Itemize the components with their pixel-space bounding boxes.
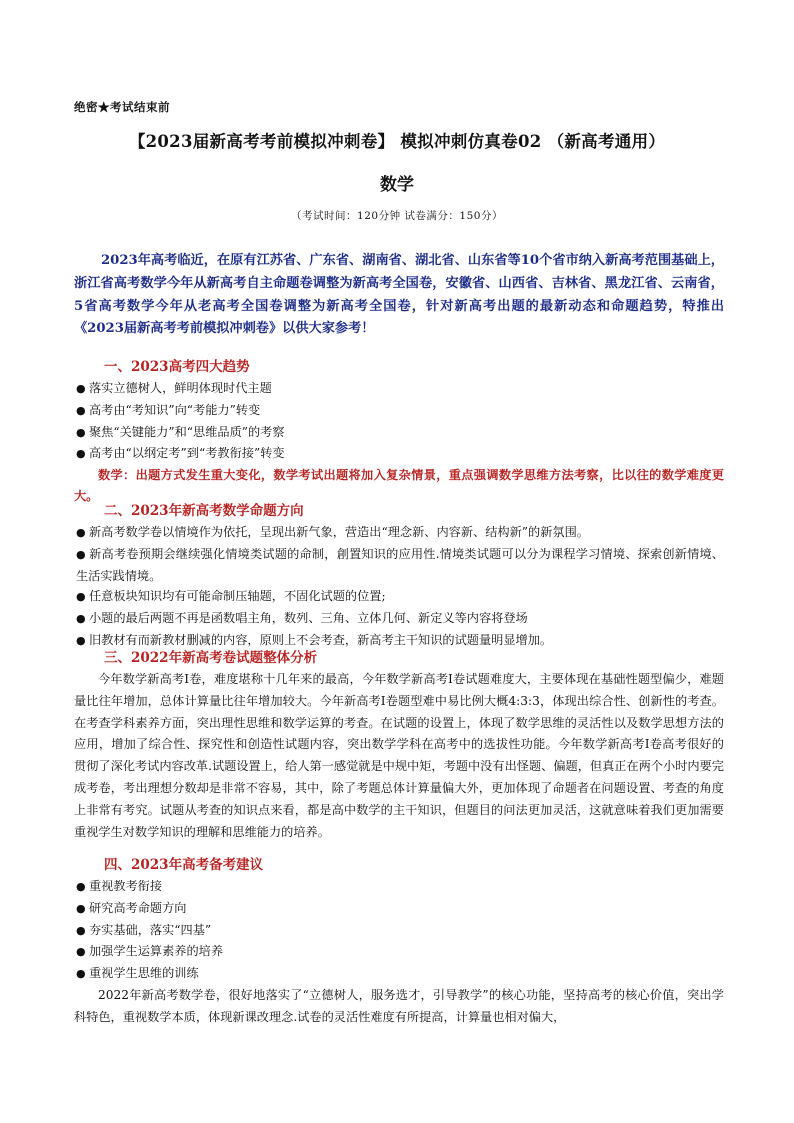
list-item-text: 重视学生思维的训练 (89, 966, 199, 981)
section-analysis (74, 647, 724, 843)
bullet-icon: ● (76, 945, 86, 959)
bullet-icon: ● (76, 590, 86, 604)
bullet-icon: ● (76, 447, 86, 461)
list-item-text: 新高考数学卷以情境作为依托，呈现出新气象，营造出“理念新、内容新、结构新”的新氛围。 (89, 525, 589, 539)
closing-paragraph: 2022年新高考数学卷，很好地落实了“立德树人，服务选才，引导教学”的核心功能，坚持高考的核心价值，突出学科特色，重视数学本质，体现新课改理念.试卷的灵活性难度有所提高，计算量也相对偏大， (74, 987, 724, 1024)
list-item (74, 522, 724, 544)
confidential-label: 绝密★考试结束前 (74, 100, 170, 114)
bullet-icon: ● (76, 633, 86, 647)
list-item-text: 新高考卷预期会继续强化情境类试题的命制，創置知识的应用性.情境类试题可以分为课程学习情境、探索创新情境、生活实践情境。 (76, 546, 724, 583)
list-item (74, 608, 724, 630)
bullet-icon: ● (76, 901, 86, 915)
math-note: 数学：出题方式发生重大变化，数学考试出题将加入复杂情景，重点强调数学思维方法考察，比以往的数学难度更大。 (74, 468, 724, 504)
list-item (74, 941, 724, 963)
list-item-text: 高考由“以纲定考”到“考教衔接”转变 (89, 446, 285, 461)
list-item-text: 落实立德树人，鲜明体现时代主题 (89, 381, 272, 395)
list-item-text: 聚焦“关键能力”和“思维品质”的考察 (89, 424, 285, 439)
list-item (74, 544, 724, 587)
list-item (74, 422, 724, 444)
list-item (74, 898, 724, 920)
page-title: 【2023届新高考考前模拟冲刺卷】 模拟冲刺仿真卷02 （新高考通用） (128, 132, 666, 151)
list-item-text: 任意板块知识均有可能命制压轴题，不固化试题的位置; (89, 589, 386, 604)
section-heading: 四、2023年高考备考建议 (104, 857, 264, 873)
bullet-icon: ● (76, 425, 86, 439)
section-suggestions (74, 854, 724, 1029)
bullet-icon: ● (76, 612, 86, 626)
list-item-text: 高考由“考知识”向“考能力”转变 (89, 402, 261, 417)
bullet-icon: ● (76, 547, 86, 561)
list-item-text: 旧教材有而新教材删减的内容，原则上不会考查，新高考主干知识的试题量明显增加。 (89, 632, 553, 647)
list-item-text: 夯实基础，落实“四基” (89, 922, 212, 937)
analysis-paragraph: 今年数学新高考Ⅰ卷，难度堪称十几年来的最高，今年数学新高考Ⅰ卷试题难度大，主要体现在基础性题型偏少，难题量比往年增加，总体计算量比往年增加较大。今年新高考Ⅰ卷题型难中易比例大概4:3:3，体现出综合性、创新性的考查。在考查学科素养方面，突出理性思维和数学运算的考查。在试题的设置上，体现了数学思维的灵活性以及数学思想方法的应用，增加了综合性、探究性和创造性试题内容，突出数学学科在高考中的选拔性功能。今年数学新高考Ⅰ卷高考很好的贯彻了深化考试内容改革.试题设置上，给人第一感觉就是中规中矩，考题中没有出怪题、偏题，但真正在两个小时内要完成考卷，考出理想分数却是非常不容易，其中，除了考题总体计算量偏大外，更加体现了命题者在问题设置、考查的角度上非常有考究。试题从考查的知识点来看，都是高中数学的主干知识，但题目的问法更加灵活，这就意味着我们更加需要重视学生对数学知识的理解和思维能力的培养。 (74, 672, 724, 839)
bullet-icon: ● (76, 403, 86, 417)
bullet-icon: ● (76, 880, 86, 893)
section-directions (74, 500, 724, 652)
exam-meta: （考试时间：120分钟 试卷满分：150分） (291, 210, 503, 222)
section-trends (74, 356, 724, 507)
bullet-icon: ● (76, 923, 86, 937)
list-item (74, 876, 724, 898)
list-item (74, 920, 724, 942)
list-item (74, 378, 724, 400)
subject-title: 数学 (380, 175, 414, 195)
list-item (74, 586, 724, 608)
list-item (74, 400, 724, 422)
intro-paragraph: 2023年高考临近，在原有江苏省、广东省、湖南省、湖北省、山东省等10个省市纳入新高考范围基础上，浙江省高考数学今年从新高考自主命题卷调整为新高考全国卷，安徽省、山西省、吉林省、黑龙江省、云南省，5省高考数学今年从老高考全国卷调整为新高考全国卷，针对新高考出题的最新动态和命题趋势，特推出《2023届新高考考前模拟冲刺卷》以供大家参考！ (74, 253, 724, 337)
list-item-text: 加强学生运算素养的培养 (89, 944, 224, 959)
list-item-text: 研究高考命题方向 (89, 900, 187, 915)
bullet-icon: ● (76, 526, 86, 539)
bullet-icon: ● (76, 967, 86, 981)
list-item-text: 小题的最后两题不再是函数唱主角，数列、三角、立体几何、新定义等内容将登场 (89, 611, 528, 626)
list-item (74, 443, 724, 465)
bullet-icon: ● (76, 382, 86, 395)
section-heading: 二、2023年新高考数学命题方向 (104, 503, 304, 519)
section-heading: 三、2022年新高考卷试题整体分析 (104, 650, 318, 666)
list-item (74, 963, 724, 985)
list-item-text: 重视教考衔接 (89, 879, 163, 893)
section-heading: 一、2023高考四大趋势 (104, 359, 250, 375)
